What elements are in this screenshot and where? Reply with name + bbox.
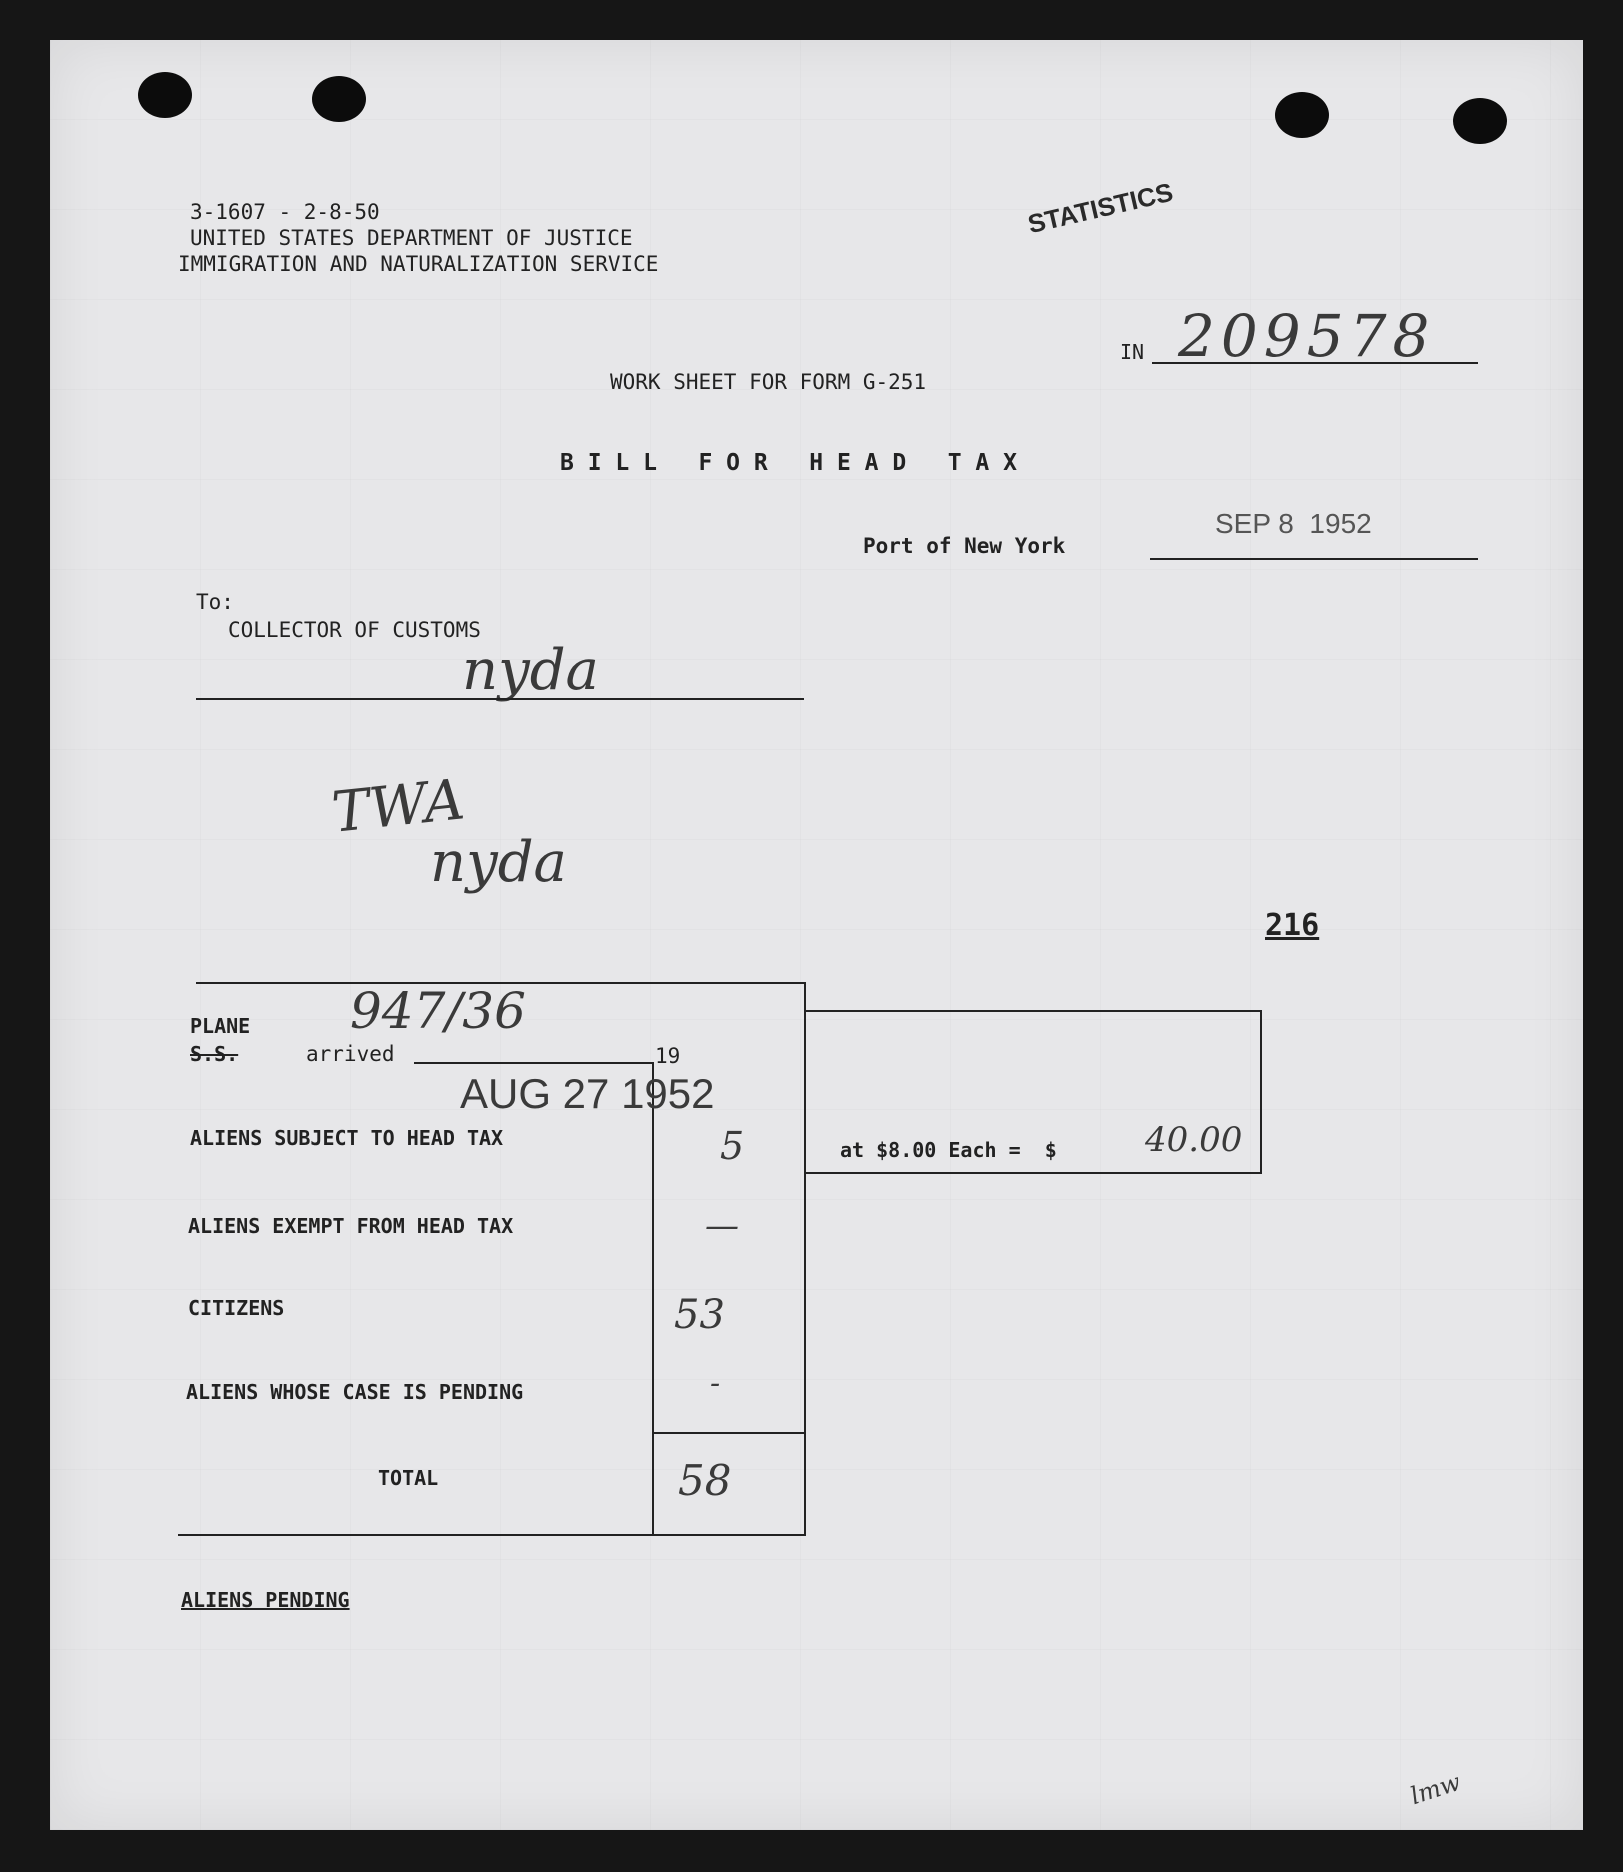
- collector-name: COLLECTOR OF CUSTOMS: [228, 618, 481, 642]
- page-number: 216: [1265, 908, 1320, 943]
- row-value-citizens: 53: [674, 1292, 725, 1338]
- flight-number: 947/36: [350, 982, 526, 1040]
- row-value-subject: 5: [720, 1124, 745, 1168]
- collector-line: [196, 698, 804, 700]
- form-id: 3-1607 - 2-8-50: [190, 200, 380, 224]
- row-label-exempt: ALIENS EXEMPT FROM HEAD TAX: [188, 1214, 514, 1238]
- plane-label: PLANE: [190, 1014, 251, 1038]
- to-label: To:: [196, 590, 234, 614]
- value-column-border: [652, 1062, 654, 1536]
- department-name: UNITED STATES DEPARTMENT OF JUSTICE: [190, 226, 633, 250]
- handwritten-place-2: nyda: [430, 830, 567, 895]
- handwritten-place: nyda: [462, 638, 599, 703]
- bill-title: B I L L F O R H E A D T A X: [560, 450, 1017, 476]
- total-value: 58: [678, 1456, 732, 1505]
- port-label: Port of New York: [863, 534, 1066, 558]
- arrived-label: arrived: [306, 1042, 395, 1066]
- document-page: [50, 40, 1583, 1830]
- statistics-stamp: STATISTICS: [1025, 176, 1176, 240]
- punch-hole: [1275, 92, 1329, 138]
- total-label: TOTAL: [378, 1466, 439, 1490]
- ss-label: S.S.: [190, 1042, 239, 1066]
- port-date-stamp: SEP 8 1952: [1215, 508, 1372, 539]
- port-date-line: [1150, 558, 1478, 560]
- tax-box-top: [806, 1010, 1262, 1012]
- arrival-date-stamp: AUG 27 1952: [460, 1070, 715, 1117]
- arrived-line: [414, 1062, 654, 1064]
- row-value-pending: -: [710, 1366, 721, 1401]
- in-label: IN: [1120, 340, 1145, 364]
- table-right-border: [804, 982, 806, 1536]
- punch-hole: [138, 72, 192, 118]
- punch-hole: [312, 76, 366, 122]
- row-value-exempt: —: [705, 1206, 739, 1246]
- service-name: IMMIGRATION AND NATURALIZATION SERVICE: [178, 252, 659, 276]
- row-label-citizens: CITIZENS: [188, 1296, 285, 1320]
- in-number: 209578: [1178, 302, 1436, 370]
- total-top-border: [654, 1432, 806, 1434]
- tax-amount: 40.00: [1145, 1120, 1243, 1160]
- punch-hole: [1453, 98, 1507, 144]
- in-number-line: [1152, 362, 1478, 364]
- tax-box-right: [1260, 1010, 1262, 1174]
- row-label-subject: ALIENS SUBJECT TO HEAD TAX: [190, 1126, 504, 1150]
- tax-box-bottom: [806, 1172, 1262, 1174]
- table-bottom-border: [178, 1534, 806, 1536]
- tax-rate-text: at $8.00 Each = $: [840, 1138, 1057, 1162]
- row-label-pending: ALIENS WHOSE CASE IS PENDING: [186, 1380, 524, 1404]
- handwritten-carrier: TWA: [328, 767, 468, 846]
- form-title: WORK SHEET FOR FORM G-251: [610, 370, 927, 394]
- year-prefix: 19: [655, 1044, 681, 1068]
- initials: lmw: [1406, 1767, 1465, 1811]
- aliens-pending-heading: ALIENS PENDING: [181, 1588, 350, 1612]
